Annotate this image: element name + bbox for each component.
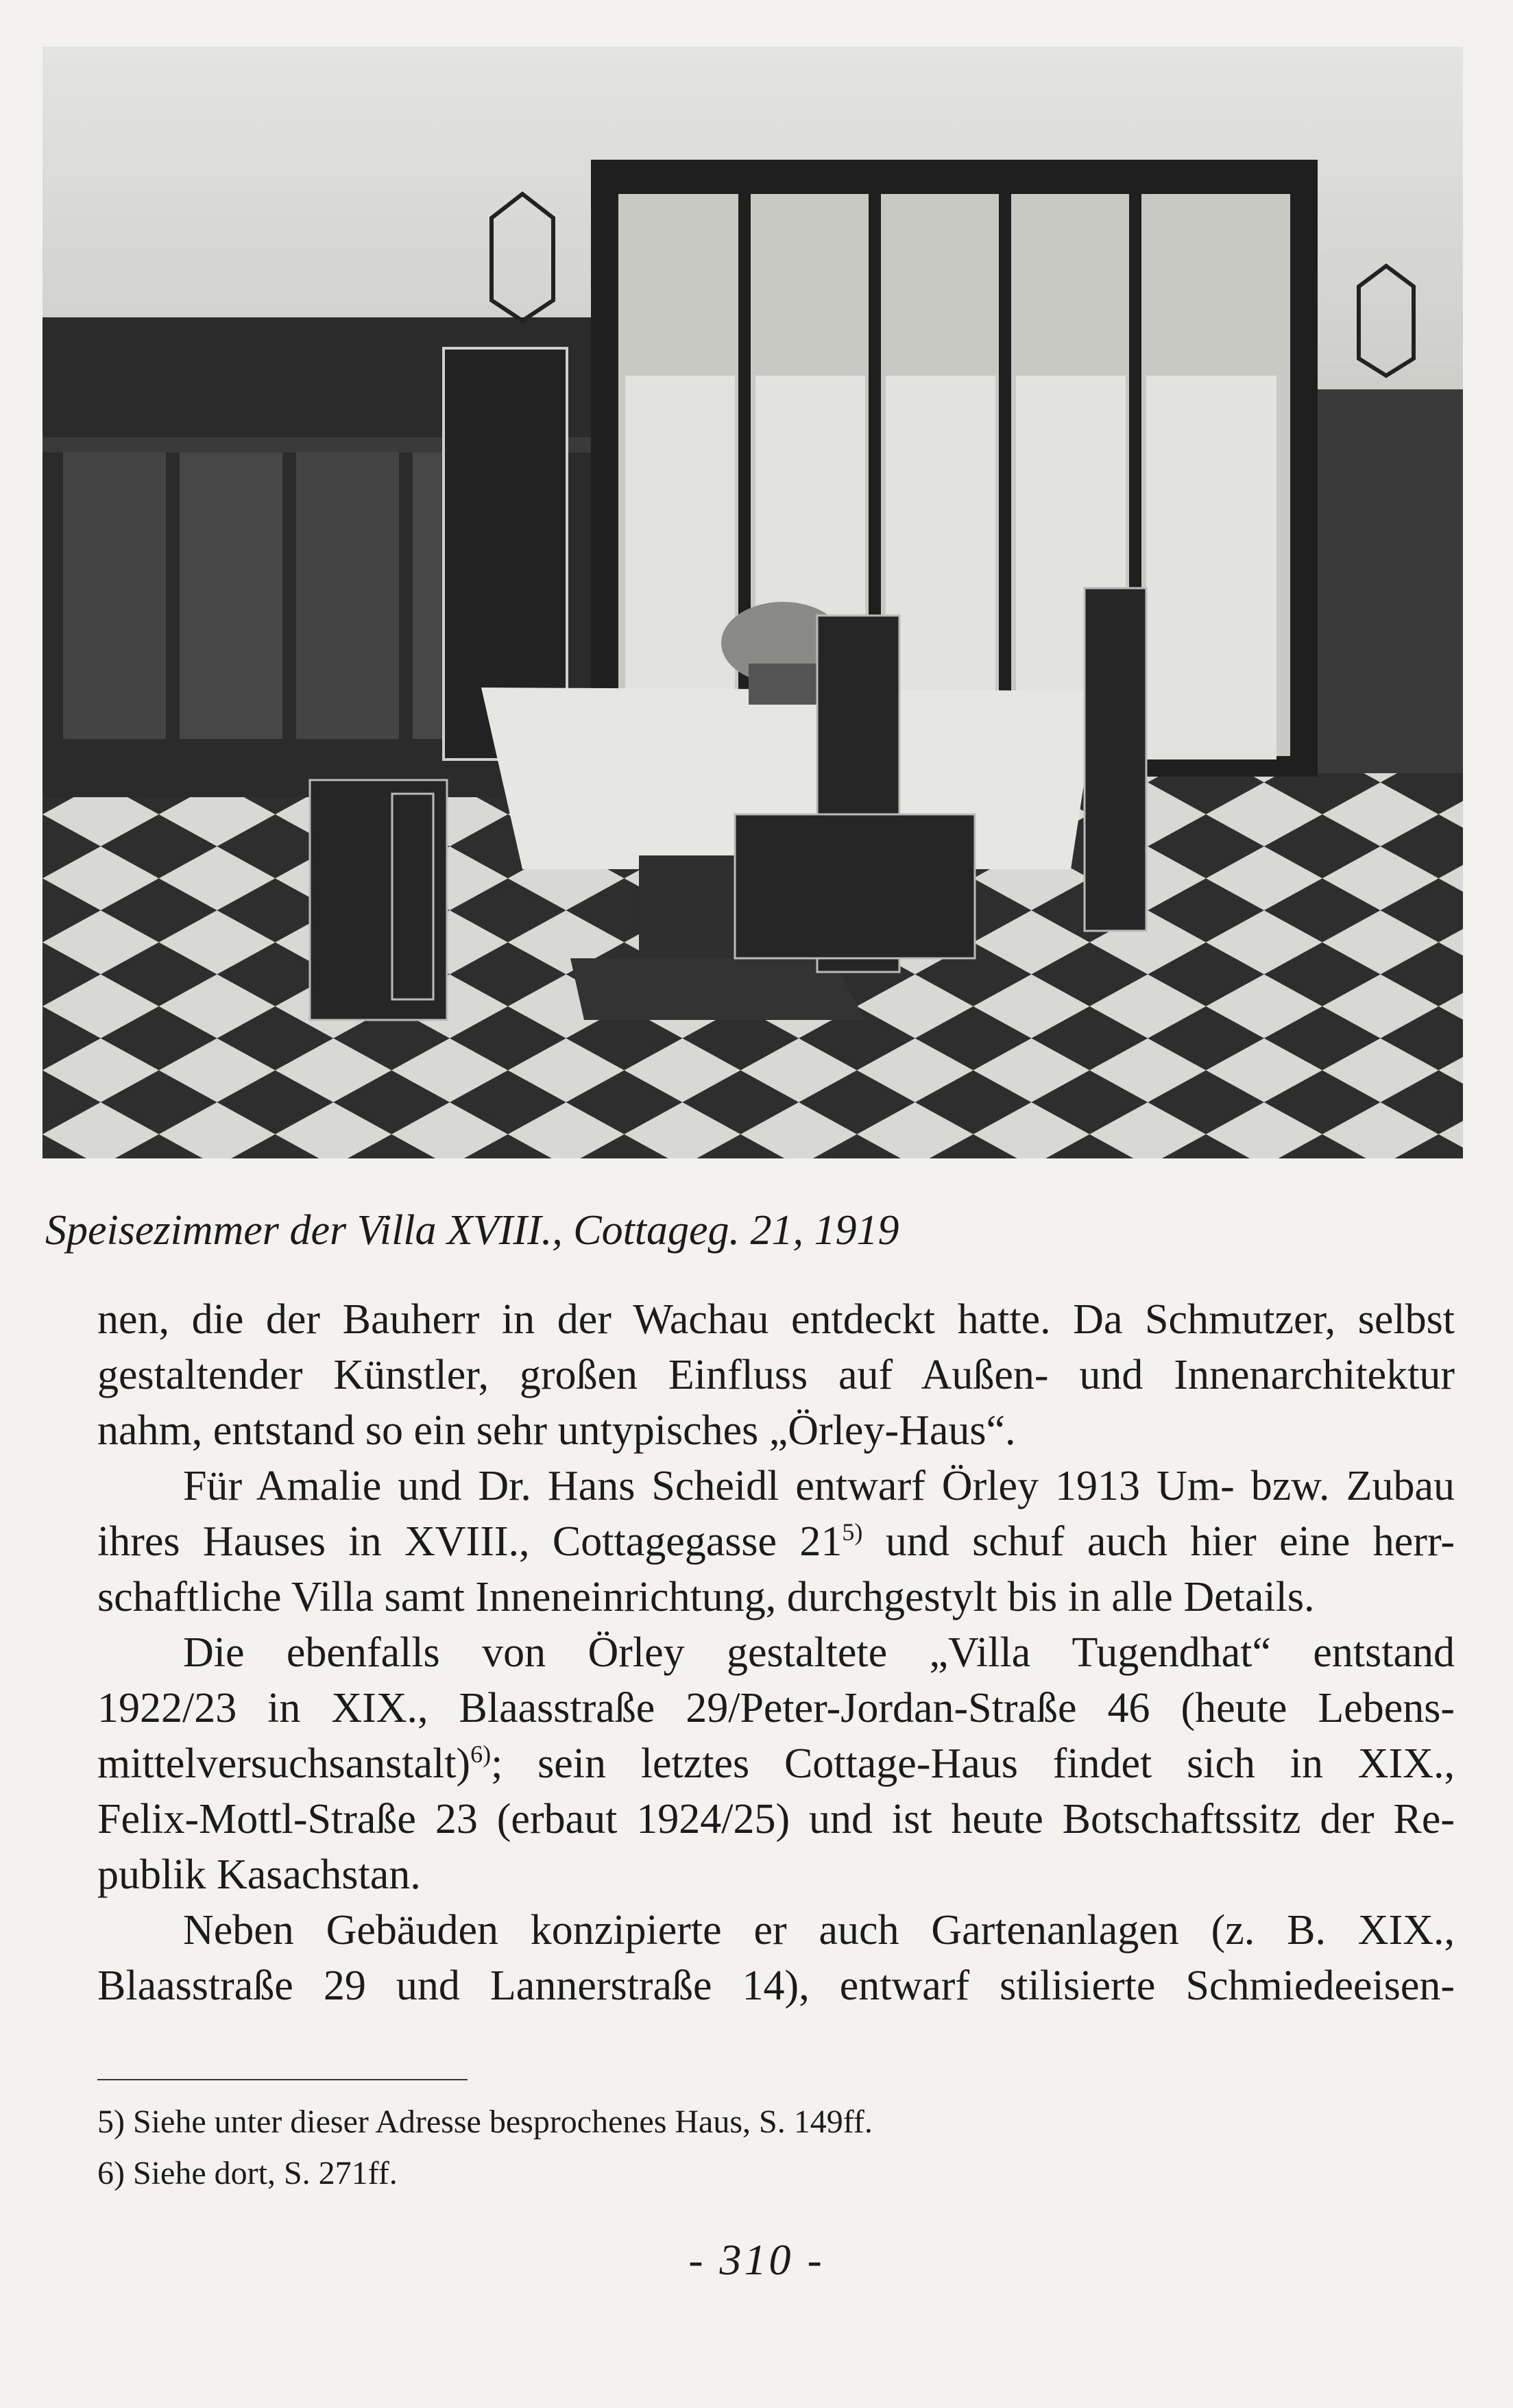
body-line: Felix-Mottl-Straße 23 (erbaut 1924/25) und ist heute Botschaftssitz der Re- [97,1796,1455,1843]
body-line [97,1514,1455,1570]
line-segment: ; sein letztes Cottage-Haus findet sich in XIX., [491,1740,1455,1787]
body-line: nen, die der Bauherr in der Wachau entdeckt hatte. Da Schmutzer, selbst [97,1296,1455,1343]
footnote-ref: 5) [842,1518,863,1546]
body-line [97,1736,1455,1792]
body-line: nahm, entstand so ein sehr untypisches „Örley-Haus“. [97,1407,1016,1454]
line-segment: mittelversuchsanstalt) [97,1740,471,1787]
footnote: 6) Siehe dort, S. 271ff. [97,2155,398,2191]
footnote-ref: 6) [470,1740,492,1768]
footnote: 5) Siehe unter dieser Adresse besprochenes Haus, S. 149ff. [97,2104,873,2140]
footnote-divider [97,2079,468,2080]
footnotes [97,2096,1455,2199]
line-segment: ihres Hauses in XVIII., Cottagegasse 21 [97,1518,843,1565]
body-text [97,1292,1455,2014]
page-number: - 310 - [688,2235,825,2284]
photo-illustration [43,47,1463,1158]
body-line: schaftliche Villa samt Inneneinrichtung, durchgestylt bis in alle Details. [97,1574,1315,1620]
body-line: Neben Gebäuden konzipierte er auch Gartenanlagen (z. B. XIX., [183,1907,1455,1954]
line-segment: und schuf auch hier eine herr- [862,1518,1455,1565]
body-line: 1922/23 in XIX., Blaasstraße 29/Peter-Jordan-Straße 46 (heute Lebens- [97,1685,1455,1731]
body-line: publik Kasachstan. [97,1851,421,1898]
body-line: Für Amalie und Dr. Hans Scheidl entwarf Örley 1913 Um- bzw. Zubau [183,1463,1455,1509]
figure-caption: Speisezimmer der Villa XVIII., Cottageg. 21, 1919 [45,1207,899,1254]
dining-room-photograph [43,47,1463,1158]
body-line: Blaasstraße 29 und Lannerstraße 14), entwarf stilisierte Schmiedeeisen- [97,1962,1455,2009]
body-line: Die ebenfalls von Örley gestaltete „Villa Tugendhat“ entstand [183,1629,1455,1676]
body-line: gestaltender Künstler, großen Einfluss auf Außen- und Innenarchitektur [97,1352,1455,1398]
